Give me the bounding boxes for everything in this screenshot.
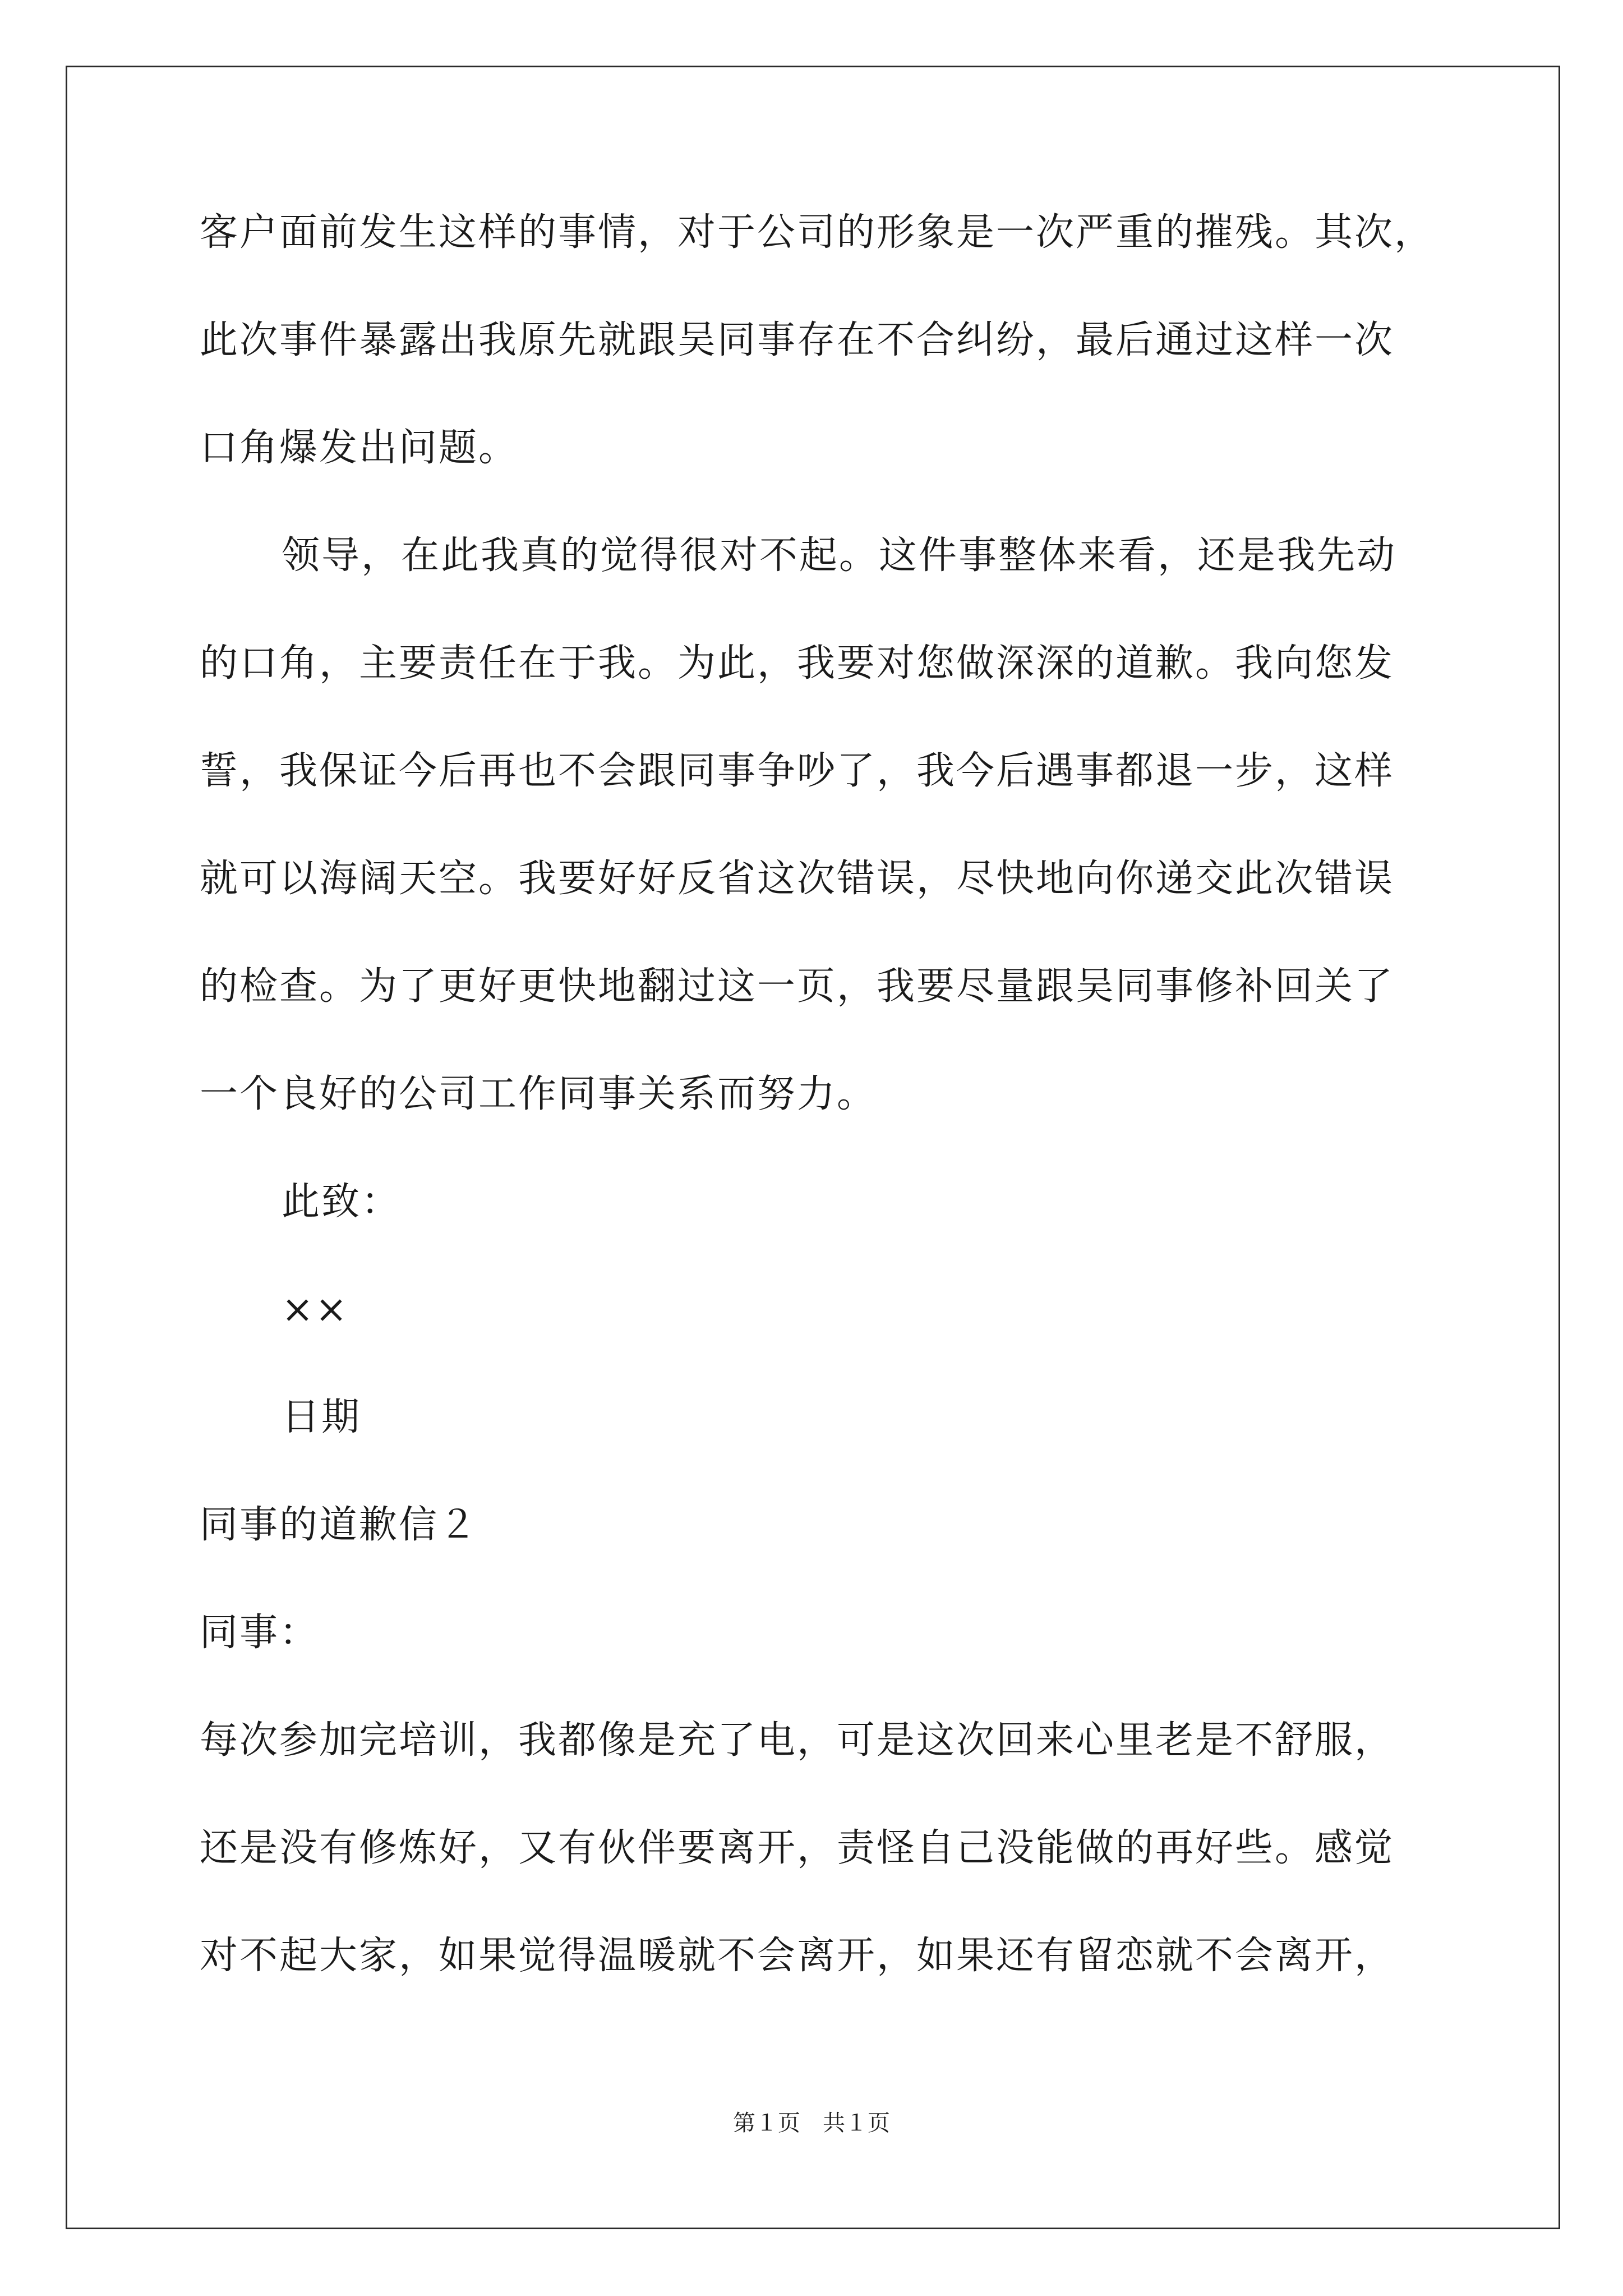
- closing-salutation: 此致：: [282, 1180, 402, 1224]
- body-text-line: 领导，在此我真的觉得很对不起。这件事整体来看，还是我先动: [282, 533, 1397, 578]
- date-label: 日期: [282, 1395, 362, 1439]
- letter-greeting: 同事：: [200, 1611, 320, 1655]
- body-text-line: 客户面前发生这样的事情，对于公司的形象是一次严重的摧残。其次，: [200, 210, 1435, 255]
- body-text-line: 此次事件暴露出我原先就跟吴同事存在不合纠纷，最后通过这样一次: [200, 318, 1395, 362]
- page-border: [66, 66, 1560, 2229]
- body-text-line: 每次参加完培训，我都像是充了电，可是这次回来心里老是不舒服，: [200, 1718, 1395, 1763]
- body-text-line: 一个良好的公司工作同事关系而努力。: [200, 1072, 877, 1116]
- page-footer: 第１页 共１页: [733, 2110, 890, 2136]
- body-text-line: 誓，我保证今后再也不会跟同事争吵了，我今后遇事都退一步，这样: [200, 749, 1395, 793]
- body-text-line: 的检查。为了更好更快地翻过这一页，我要尽量跟吴同事修补回关了: [200, 964, 1395, 1009]
- body-text-line: 口角爆发出问题。: [200, 426, 519, 470]
- body-text-line: 就可以海阔天空。我要好好反省这次错误，尽快地向你递交此次错误: [200, 857, 1395, 901]
- signature-placeholder: ××: [282, 1287, 349, 1332]
- body-text-line: 还是没有修炼好，又有伙伴要离开，责怪自己没能做的再好些。感觉: [200, 1826, 1395, 1870]
- body-text-line: 的口角，主要责任在于我。为此，我要对您做深深的道歉。我向您发: [200, 641, 1395, 685]
- body-text-line: 对不起大家，如果觉得温暖就不会离开，如果还有留恋就不会离开，: [200, 1934, 1395, 1978]
- section-heading: 同事的道歉信２: [200, 1503, 479, 1547]
